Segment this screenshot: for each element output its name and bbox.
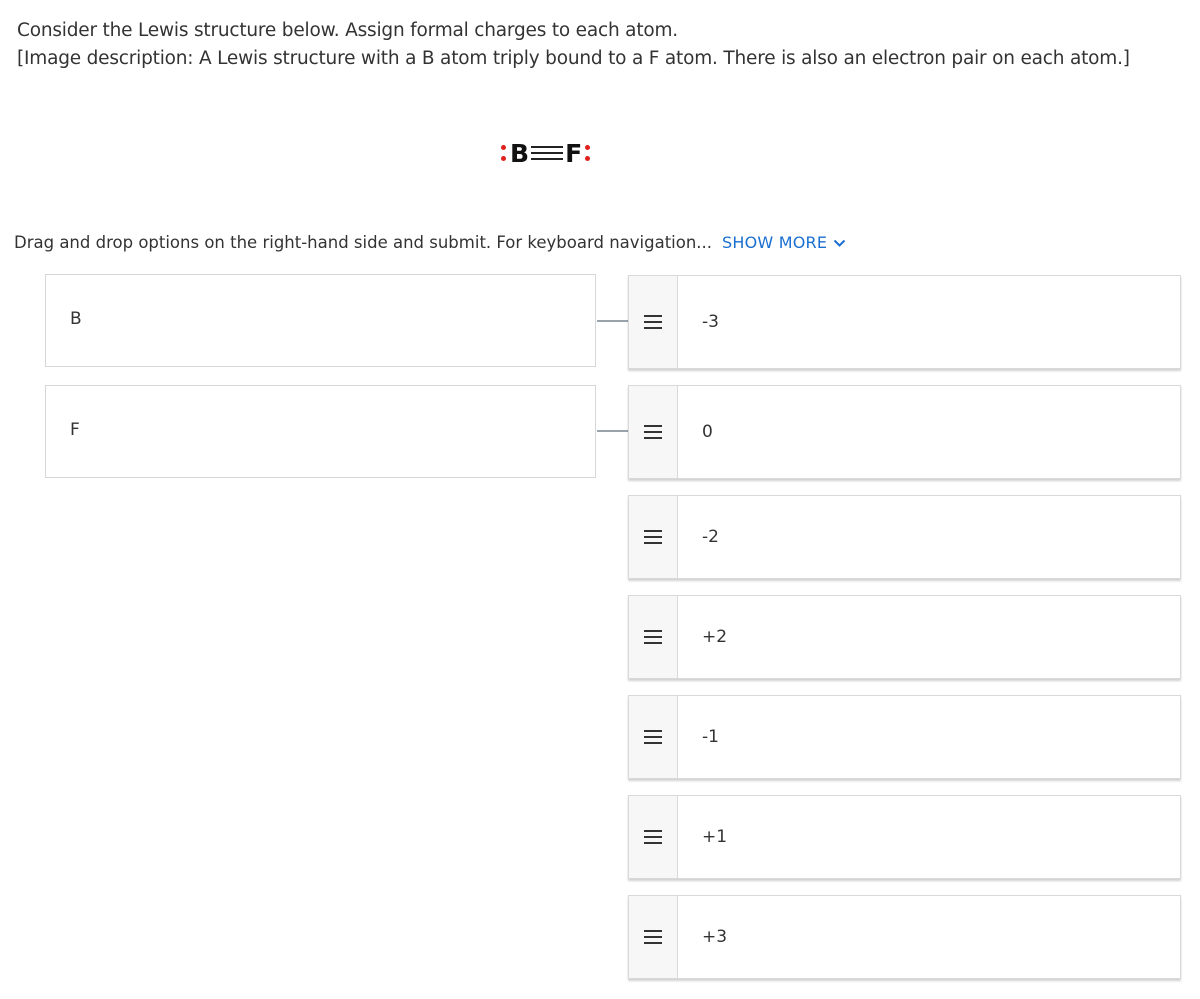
show-more-label: SHOW MORE <box>722 233 828 252</box>
drag-handle-icon <box>644 630 662 644</box>
lone-pair-right <box>585 145 591 161</box>
drag-handle[interactable] <box>629 596 678 678</box>
option-value: +1 <box>702 827 728 847</box>
lone-pair-left <box>501 145 507 161</box>
target-label-b: B <box>70 309 82 329</box>
drag-handle[interactable] <box>629 496 678 578</box>
drag-handle[interactable] <box>629 696 678 778</box>
option-plus-3[interactable] <box>628 895 1181 979</box>
option-value: 0 <box>702 422 713 442</box>
drag-handle-icon <box>644 730 662 744</box>
chevron-down-icon <box>833 239 846 248</box>
drop-target-b[interactable] <box>45 274 596 367</box>
option-minus-3[interactable] <box>628 275 1181 369</box>
drag-handle[interactable] <box>629 276 678 368</box>
question-text <box>17 17 1187 73</box>
drop-target-f[interactable] <box>45 385 596 478</box>
question-line-1: Consider the Lewis structure below. Assign formal charges to each atom. <box>17 20 678 41</box>
connector-line <box>597 320 629 322</box>
drag-handle-icon <box>644 830 662 844</box>
drag-handle[interactable] <box>629 386 678 478</box>
option-plus-2[interactable] <box>628 595 1181 679</box>
drag-handle[interactable] <box>629 796 678 878</box>
option-0[interactable] <box>628 385 1181 479</box>
atom-f: F <box>565 138 583 168</box>
lewis-structure-image <box>498 137 594 169</box>
option-value: +2 <box>702 627 728 647</box>
drag-handle-icon <box>644 425 662 439</box>
drag-drop-instructions <box>14 231 846 255</box>
option-minus-1[interactable] <box>628 695 1181 779</box>
option-plus-1[interactable] <box>628 795 1181 879</box>
option-value: -1 <box>702 727 719 747</box>
image-description: [Image description: A Lewis structure with a B atom triply bound to a F atom. There is also an electron pair on each atom.] <box>17 48 1130 69</box>
target-label-f: F <box>70 420 80 440</box>
triple-bond <box>531 146 563 160</box>
instructions-text: Drag and drop options on the right-hand side and submit. For keyboard navigation... <box>14 233 713 252</box>
drag-handle-icon <box>644 315 662 329</box>
atom-b: B <box>510 138 530 168</box>
option-value: +3 <box>702 927 728 947</box>
drag-handle[interactable] <box>629 896 678 978</box>
option-minus-2[interactable] <box>628 495 1181 579</box>
connector-line <box>597 430 629 432</box>
drag-handle-icon <box>644 930 662 944</box>
show-more-link[interactable] <box>722 231 846 255</box>
drag-handle-icon <box>644 530 662 544</box>
option-value: -3 <box>702 312 719 332</box>
option-value: -2 <box>702 527 719 547</box>
